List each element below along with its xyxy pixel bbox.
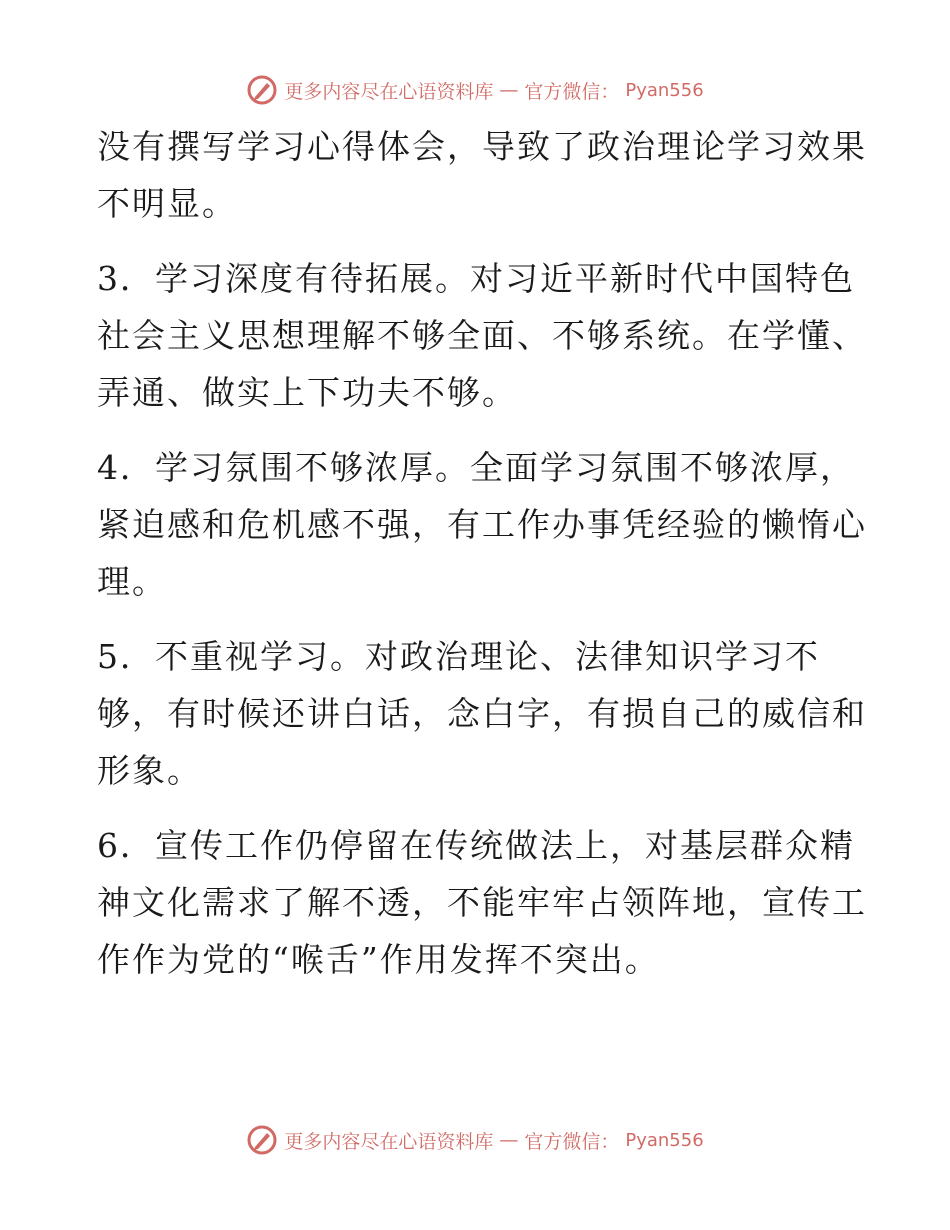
footer-watermark <box>0 1124 950 1156</box>
paragraph-line: 弄通、做实上下功夫不够。 <box>97 373 517 412</box>
pen-logo-icon <box>246 1124 278 1156</box>
header-watermark <box>0 74 950 106</box>
paragraph-line: 没有撰写学习心得体会，导致了政治理论学习效果 <box>97 127 867 166</box>
paragraph-line: 3．学习深度有待拓展。对习近平新时代中国特色 <box>97 259 855 298</box>
paragraph-line: 紧迫感和危机感不强，有工作办事凭经验的懒惰心 <box>97 505 867 544</box>
paragraph-line: 理。 <box>97 562 167 601</box>
paragraph-item-5 <box>97 628 867 799</box>
paragraph-line: 5．不重视学习。对政治理论、法律知识学习不 <box>97 637 820 676</box>
watermark-separator: — <box>499 1129 519 1151</box>
paragraph-item-4 <box>97 439 867 610</box>
watermark-wechat-label: 官方微信： <box>524 80 620 103</box>
watermark-separator: — <box>499 79 519 101</box>
paragraph-line: 神文化需求了解不透，不能牢牢占领阵地，宣传工 <box>97 883 867 922</box>
document-body <box>97 118 867 1006</box>
paragraph-item-3 <box>97 250 867 421</box>
watermark-wechat-label: 官方微信： <box>524 1130 620 1153</box>
paragraph-1 <box>97 118 867 232</box>
watermark-wechat-id: Pyan556 <box>625 79 704 101</box>
pen-logo-icon <box>246 74 278 106</box>
paragraph-line: 不明显。 <box>97 184 237 223</box>
watermark-site-text: 更多内容尽在心语资料库 <box>284 1130 494 1153</box>
paragraph-line: 6．宣传工作仍停留在传统做法上，对基层群众精 <box>97 826 855 865</box>
watermark-site-text: 更多内容尽在心语资料库 <box>284 80 494 103</box>
paragraph-line: 够，有时候还讲白话，念白字，有损自己的威信和 <box>97 694 867 733</box>
paragraph-line: 形象。 <box>97 751 202 790</box>
paragraph-line: 社会主义思想理解不够全面、不够系统。在学懂、 <box>97 316 867 355</box>
paragraph-line: 作作为党的“喉舌”作用发挥不突出。 <box>97 940 660 979</box>
watermark-wechat-id: Pyan556 <box>625 1129 704 1151</box>
paragraph-item-6 <box>97 817 867 988</box>
paragraph-line: 4．学习氛围不够浓厚。全面学习氛围不够浓厚， <box>97 448 855 487</box>
